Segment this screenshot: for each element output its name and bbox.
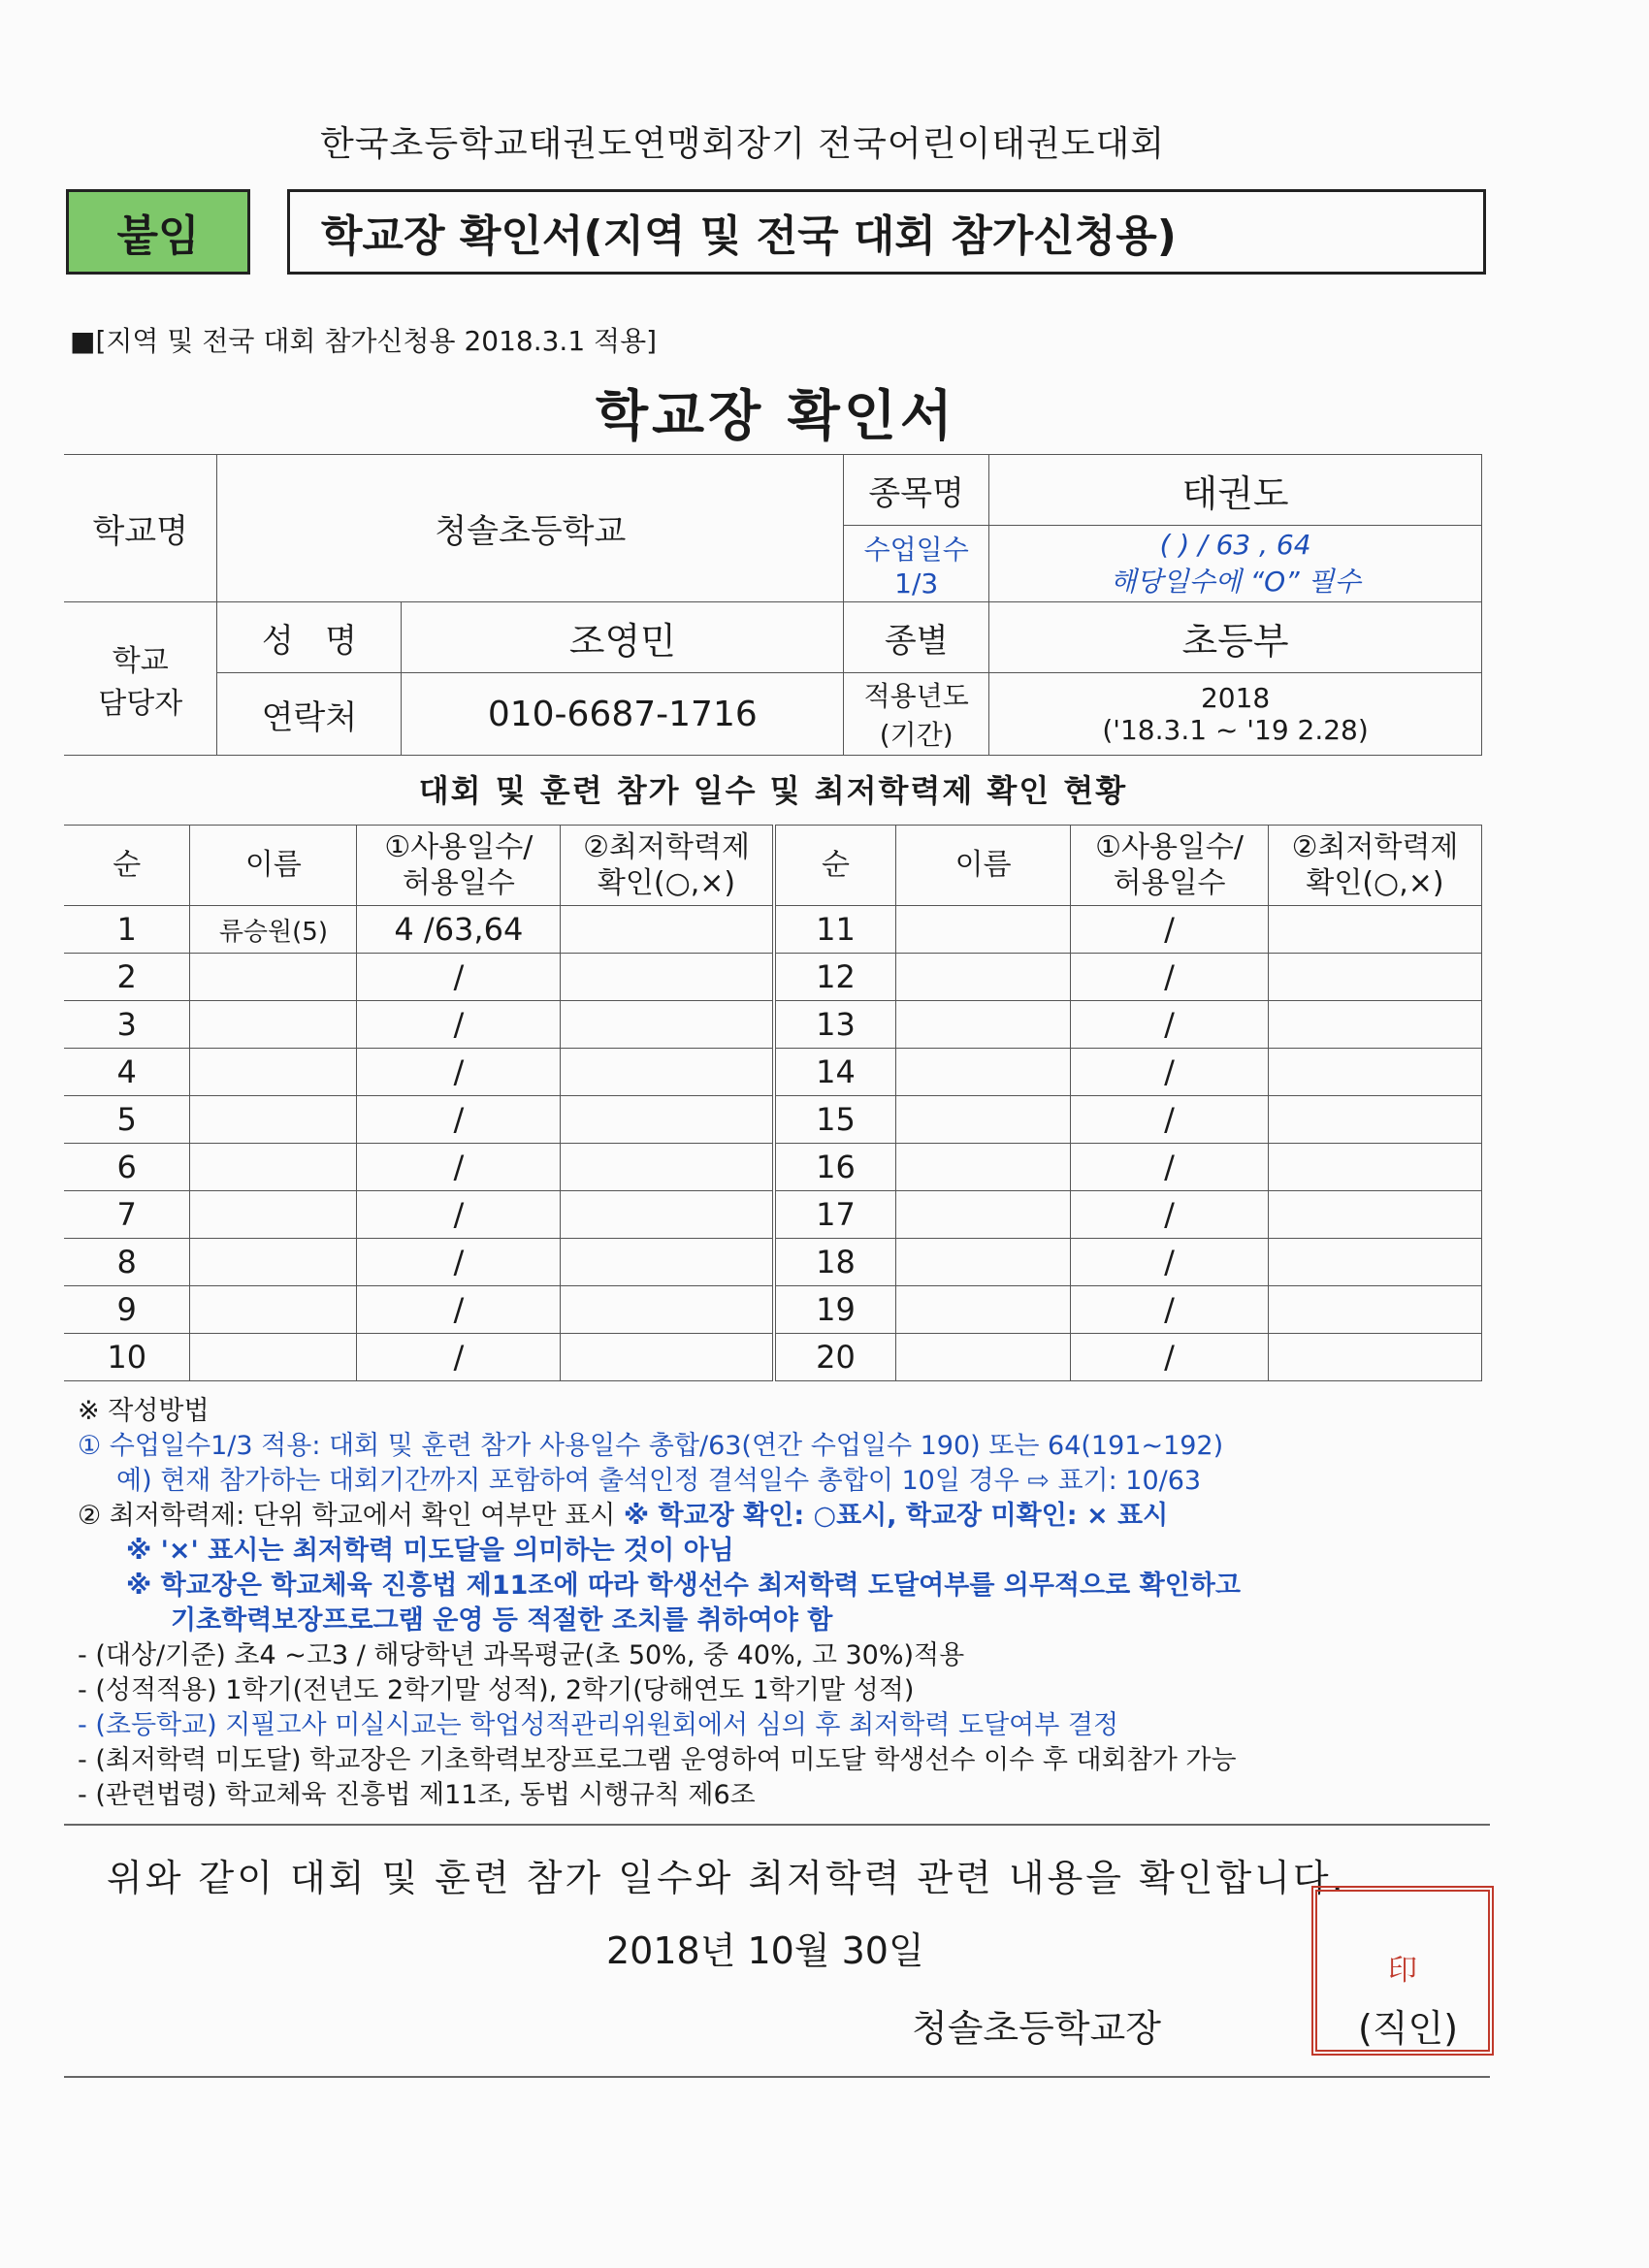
table-row (64, 1096, 1482, 1144)
days-value (989, 526, 1482, 602)
roster-days: / (1071, 954, 1269, 1001)
document-title: 학교장 확인서 (595, 385, 957, 448)
school-label: 학교명 (64, 455, 217, 602)
roster-check (561, 954, 774, 1001)
table-row (64, 1144, 1482, 1191)
official-seal: 印 (1311, 1886, 1494, 2056)
manager-label-line1: 학교 (112, 643, 169, 678)
roster-days: / (357, 1286, 561, 1334)
roster-days: / (1071, 1334, 1269, 1381)
year-value-line1: 2018 (1200, 682, 1271, 714)
roster-name (190, 954, 357, 1001)
instruction-line: - (성적적용) 1학기(전년도 2학기말 성적), 2학기(당해연도 1학기말 성적) (78, 1675, 915, 1705)
roster-days: / (1071, 1239, 1269, 1286)
roster-check (1269, 1286, 1482, 1334)
roster-check (1269, 1001, 1482, 1049)
roster-no: 9 (64, 1286, 190, 1334)
roster-no: 4 (64, 1049, 190, 1096)
days-label (844, 526, 989, 602)
roster-days: / (357, 1334, 561, 1381)
instruction-line: 예) 현재 참가하는 대회기간까지 포함하여 출석인정 결석일수 총합이 10일 경우 ⇨ 표기: 10/63 (116, 1466, 1202, 1496)
instruction-line: ※ '×' 표시는 최저학력 미도달을 의미하는 것이 아님 (126, 1536, 734, 1566)
year-label (844, 673, 989, 756)
table-row (64, 1001, 1482, 1049)
contact-value: 010-6687-1716 (402, 673, 844, 756)
roster-name (896, 1001, 1071, 1049)
roster-days: / (1071, 1286, 1269, 1334)
section-title: 대회 및 훈련 참가 일수 및 최저학력제 확인 현황 (418, 772, 1128, 809)
divider (64, 1824, 1490, 1826)
header-days-line1: ①사용일수/ (384, 829, 534, 864)
roster-no: 2 (64, 954, 190, 1001)
roster-days: / (357, 1191, 561, 1239)
days-value-line2: 해당일수에 “O” 필수 (1110, 565, 1361, 598)
header-name: 이름 (896, 826, 1071, 906)
header-days-line1: ①사용일수/ (1095, 829, 1245, 864)
days-label-line2: 1/3 (894, 567, 939, 599)
event-value: 태권도 (989, 455, 1482, 526)
instruction-line: ※ 학교장은 학교체육 진흥법 제11조에 따라 학생선수 최저학력 도달여부를 의무적으로 확인하고 (126, 1571, 1241, 1601)
instruction-line (78, 1499, 1494, 1534)
roster-days: / (1071, 1001, 1269, 1049)
roster-name (190, 1191, 357, 1239)
roster-no: 11 (774, 906, 896, 954)
roster-no: 13 (774, 1001, 896, 1049)
table-row (64, 1286, 1482, 1334)
days-label-line1: 수업일수 (863, 533, 969, 566)
roster-no: 6 (64, 1144, 190, 1191)
divider (64, 2076, 1490, 2078)
roster-name (190, 1049, 357, 1096)
roster-no: 15 (774, 1096, 896, 1144)
roster-days: / (1071, 1049, 1269, 1096)
roster-check (561, 1334, 774, 1381)
roster-no: 10 (64, 1334, 190, 1381)
roster-check (1269, 1144, 1482, 1191)
roster-name (896, 954, 1071, 1001)
roster-name (896, 1049, 1071, 1096)
roster-no: 5 (64, 1096, 190, 1144)
roster-check (561, 1286, 774, 1334)
roster-days: / (1071, 906, 1269, 954)
roster-no: 17 (774, 1191, 896, 1239)
header-check (561, 826, 774, 906)
header-check-line1: ②최저학력제 (583, 829, 750, 864)
roster-name: 류승원(5) (190, 906, 357, 954)
header-days-line2: 허용일수 (1113, 866, 1226, 900)
roster-days: / (1071, 1144, 1269, 1191)
roster-name (190, 1096, 357, 1144)
event-label: 종목명 (844, 455, 989, 526)
roster-check (1269, 906, 1482, 954)
roster-check (1269, 1096, 1482, 1144)
header-no: 순 (64, 826, 190, 906)
roster-no: 16 (774, 1144, 896, 1191)
year-label-line2: (기간) (879, 719, 954, 751)
year-value (989, 673, 1482, 756)
manager-label (64, 602, 217, 756)
event-header: 한국초등학교태권도연맹회장기 전국어린이태권도대회 (320, 124, 1166, 164)
roster-name (896, 1144, 1071, 1191)
roster-check (561, 1049, 774, 1096)
attachment-badge: 붙임 (66, 189, 250, 275)
header-check-line1: ②최저학력제 (1291, 829, 1459, 864)
header-days (1071, 826, 1269, 906)
name-label: 성 명 (217, 602, 402, 673)
header-days-line2: 허용일수 (402, 866, 515, 900)
roster-check (561, 1239, 774, 1286)
instruction-line: ① 수업일수1/3 적용: 대회 및 훈련 참가 사용일수 총합/63(연간 수업일수 190) 또는 64(191~192) (78, 1431, 1224, 1461)
roster-name (190, 1286, 357, 1334)
instruction-line: - (최저학력 미도달) 학교장은 기초학력보장프로그램 운영하여 미도달 학생선수 이수 후 대회참가 가능 (78, 1745, 1237, 1775)
year-value-line2: ('18.3.1 ~ '19 2.28) (1102, 714, 1369, 746)
roster-no: 19 (774, 1286, 896, 1334)
roster-no: 1 (64, 906, 190, 954)
roster-no: 8 (64, 1239, 190, 1286)
roster-days: / (1071, 1191, 1269, 1239)
table-row (64, 1049, 1482, 1096)
seal-label: (직인) (1358, 2007, 1459, 2050)
instructions-title: ※ 작성방법 (78, 1396, 210, 1426)
roster-check (1269, 1191, 1482, 1239)
roster-check (1269, 954, 1482, 1001)
table-row (64, 1191, 1482, 1239)
name-value: 조영민 (402, 602, 844, 673)
roster-check (561, 1096, 774, 1144)
header-name: 이름 (190, 826, 357, 906)
contact-label: 연락처 (217, 673, 402, 756)
roster-table (64, 825, 1482, 1381)
roster-check (1269, 1239, 1482, 1286)
roster-name (896, 1191, 1071, 1239)
roster-days: / (357, 1239, 561, 1286)
roster-name (190, 1001, 357, 1049)
instruction-line: 기초학력보장프로그램 운영 등 적절한 조치를 취하여야 함 (171, 1605, 833, 1636)
division-label: 종별 (844, 602, 989, 673)
box-title: 학교장 확인서(지역 및 전국 대회 참가신청용) (287, 189, 1486, 275)
manager-label-line2: 담당자 (98, 686, 183, 721)
roster-check (1269, 1334, 1482, 1381)
roster-name (190, 1144, 357, 1191)
roster-days: / (357, 1144, 561, 1191)
roster-no: 20 (774, 1334, 896, 1381)
roster-check (561, 1144, 774, 1191)
instruction-line: - (대상/기준) 초4 ~고3 / 해당학년 과목평균(초 50%, 중 40%, 고 30%)적용 (78, 1640, 965, 1670)
header-no: 순 (774, 826, 896, 906)
instruction-line: - (관련법령) 학교체육 진흥법 제11조, 동법 시행규칙 제6조 (78, 1780, 756, 1810)
table-row (64, 1334, 1482, 1381)
roster-name (896, 1096, 1071, 1144)
table-row (64, 1239, 1482, 1286)
roster-check (561, 1191, 774, 1239)
roster-name (896, 1286, 1071, 1334)
roster-name (190, 1334, 357, 1381)
roster-days: / (1071, 1096, 1269, 1144)
table-row (64, 906, 1482, 954)
roster-check (561, 1001, 774, 1049)
header-check-line2: 확인(○,×) (1306, 866, 1444, 900)
roster-days: / (357, 1096, 561, 1144)
instruction-line: - (초등학교) 지필고사 미실시교는 학업성적관리위원회에서 심의 후 최저학력 도달여부 결정 (78, 1710, 1119, 1740)
days-value-line1: ( ) / 63 , 64 (1159, 528, 1311, 561)
division-value: 초등부 (989, 602, 1482, 673)
principal-title: 청솔초등학교장 (912, 2007, 1161, 2050)
instruction-part: ② 최저학력제: 단위 학교에서 확인 여부만 표시 (78, 1501, 624, 1531)
applicability-note: ■[지역 및 전국 대회 참가신청용 2018.3.1 적용] (70, 325, 658, 357)
roster-no: 18 (774, 1239, 896, 1286)
header-check-line2: 확인(○,×) (597, 866, 736, 900)
roster-days: 4 /63,64 (357, 906, 561, 954)
roster-name (896, 906, 1071, 954)
roster-no: 3 (64, 1001, 190, 1049)
roster-days: / (357, 954, 561, 1001)
header-check (1269, 826, 1482, 906)
instructions (78, 1394, 1494, 1813)
roster-name (896, 1239, 1071, 1286)
roster-name (190, 1239, 357, 1286)
roster-check (1269, 1049, 1482, 1096)
school-info-table (64, 454, 1482, 756)
roster-check (561, 906, 774, 954)
table-row (64, 954, 1482, 1001)
instruction-part: ※ 학교장 확인: ○표시, 학교장 미확인: × 표시 (623, 1501, 1169, 1531)
roster-no: 14 (774, 1049, 896, 1096)
school-value: 청솔초등학교 (217, 455, 844, 602)
roster-days: / (357, 1049, 561, 1096)
roster-no: 12 (774, 954, 896, 1001)
roster-days: / (357, 1001, 561, 1049)
signature-date: 2018년 10월 30일 (606, 1929, 924, 1972)
confirmation-statement: 위와 같이 대회 및 훈련 참가 일수와 최저학력 관련 내용을 확인합니다. (107, 1857, 1346, 1899)
roster-no: 7 (64, 1191, 190, 1239)
roster-name (896, 1334, 1071, 1381)
year-label-line1: 적용년도 (863, 680, 969, 712)
header-days (357, 826, 561, 906)
